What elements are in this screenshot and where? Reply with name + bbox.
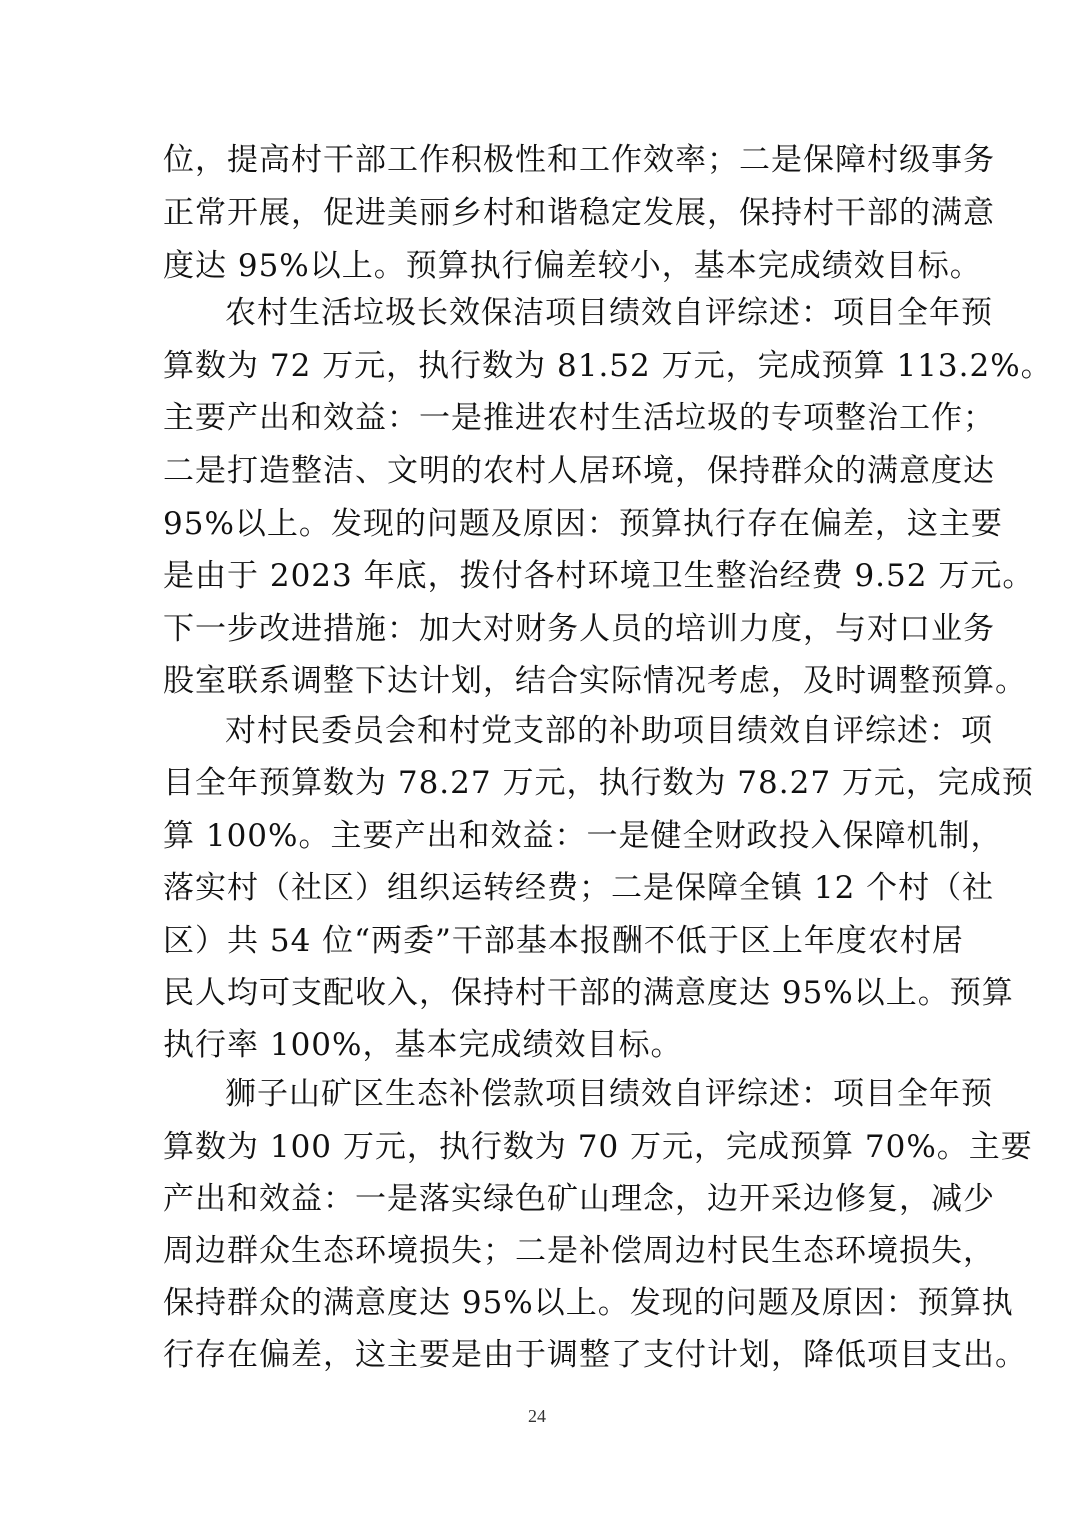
text-line: 算 100%。主要产出和效益：一是健全财政投入保障机制， [163, 818, 1003, 854]
text-line: 下一步改进措施：加大对财务人员的培训力度，与对口业务 [163, 611, 995, 647]
text-line: 是由于 2023 年底，拨付各村环境卫生整治经费 9.52 万元。 [163, 558, 1035, 594]
text-line: 民人均可支配收入，保持村干部的满意度达 95%以上。预算 [163, 975, 1014, 1011]
text-line: 目全年预算数为 78.27 万元，执行数为 78.27 万元，完成预 [163, 765, 1034, 801]
text-line: 落实村（社区）组织运转经费；二是保障全镇 12 个村（社 [163, 870, 995, 906]
paragraph-first-line: 农村生活垃圾长效保洁项目绩效自评综述：项目全年预 [225, 295, 993, 331]
text-line: 产出和效益：一是落实绿色矿山理念，边开采边修复，减少 [163, 1181, 995, 1217]
text-line: 二是打造整洁、文明的农村人居环境，保持群众的满意度达 [163, 453, 995, 489]
text-line: 股室联系调整下达计划，结合实际情况考虑，及时调整预算。 [163, 663, 1027, 699]
text-line: 区）共 54 位“两委”干部基本报酬不低于区上年度农村居 [163, 923, 964, 959]
text-line: 度达 95%以上。预算执行偏差较小，基本完成绩效目标。 [163, 248, 982, 284]
text-line: 算数为 72 万元，执行数为 81.52 万元，完成预算 113.2%。 [163, 348, 1053, 384]
paragraph-first-line: 狮子山矿区生态补偿款项目绩效自评综述：项目全年预 [225, 1076, 993, 1112]
text-line: 执行率 100%，基本完成绩效目标。 [163, 1027, 683, 1063]
text-line: 95%以上。发现的问题及原因：预算执行存在偏差，这主要 [163, 506, 1003, 542]
text-line: 位，提高村干部工作积极性和工作效率；二是保障村级事务 [163, 142, 995, 178]
text-line: 算数为 100 万元，执行数为 70 万元，完成预算 70%。主要 [163, 1129, 1033, 1165]
text-line: 主要产出和效益：一是推进农村生活垃圾的专项整治工作； [163, 400, 995, 436]
page-number: 24 [528, 1406, 546, 1426]
paragraph-first-line: 对村民委员会和村党支部的补助项目绩效自评综述：项 [225, 713, 993, 749]
text-line: 行存在偏差，这主要是由于调整了支付计划，降低项目支出。 [163, 1337, 1027, 1373]
text-line: 保持群众的满意度达 95%以上。发现的问题及原因：预算执 [163, 1285, 1014, 1321]
text-line: 周边群众生态环境损失；二是补偿周边村民生态环境损失， [163, 1233, 995, 1269]
text-line: 正常开展，促进美丽乡村和谐稳定发展，保持村干部的满意 [163, 195, 995, 231]
